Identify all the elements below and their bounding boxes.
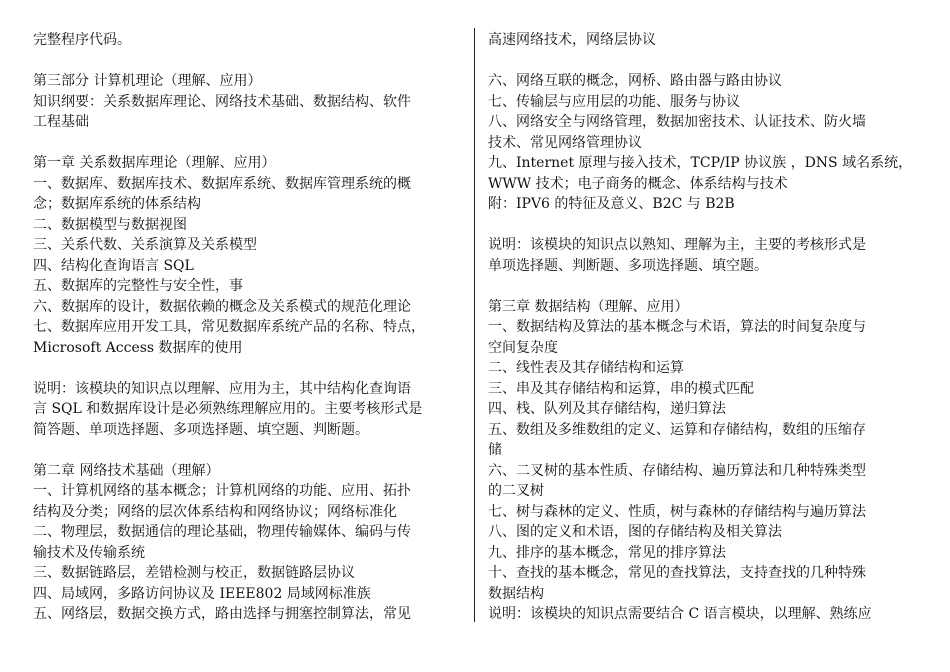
chapter3-item: 的二叉树 [488, 483, 544, 499]
spacer [488, 215, 918, 236]
chapter2-item: 四、局域网，多路访问协议及 IEEE802 局域网标准族 [33, 585, 371, 602]
chapter1-item: Microsoft Access 数据库的使用 [33, 339, 243, 356]
spacer [33, 440, 463, 461]
part3-heading: 第三部分 计算机理论（理解、应用） [33, 73, 262, 89]
spacer [33, 133, 463, 154]
chapter3-item: 一、数据结构及算法的基本概念与术语，算法的时间复杂度与 [488, 319, 866, 335]
chapter1-heading: 第一章 关系数据库理论（理解、应用） [33, 155, 276, 171]
chapter3-item: 六、二叉树的基本性质、存储结构、遍历算法和几种特殊类型 [488, 462, 866, 479]
chapter1-item: 二、数据模型与数据视图 [33, 216, 187, 233]
chapter2-appendix: 附：IPV6 的特征及意义、B2C 与 B2B [488, 196, 735, 212]
chapter1-item: 六、数据库的设计，数据依赖的概念及关系模式的规范化理论 [33, 298, 411, 315]
chapter2-heading: 第二章 网络技术基础（理解） [33, 462, 220, 479]
chapter2-item: 输技术及传输系统 [33, 544, 145, 561]
intro-tail-text: 完整程序代码。 [33, 32, 131, 48]
chapter1-note: 言 SQL 和数据库设计是必须熟练理解应用的。主要考核形式是 [33, 401, 423, 417]
chapter3-item: 三、串及其存储结构和运算，串的模式匹配 [488, 380, 754, 397]
chapter1-note: 简答题、单项选择题、多项选择题、填空题、判断题。 [33, 421, 369, 438]
chapter3-note: 说明：该模块的知识点需要结合 C 语言模块，以理解、熟练应 [488, 606, 872, 622]
chapter1-note: 说明：该模块的知识点以理解、应用为主，其中结构化查询语 [33, 380, 411, 397]
chapter3-item: 二、线性表及其存储结构和运算 [488, 360, 684, 376]
chapter2-item: 结构及分类；网络的层次体系结构和网络协议；网络标准化 [33, 503, 397, 520]
chapter2-item: 二、物理层，数据通信的理论基础，物理传输媒体、编码与传 [33, 524, 411, 540]
left-column [33, 30, 463, 625]
right-column [488, 30, 918, 625]
chapter1-item: 一、数据库、数据库技术、数据库系统、数据库管理系统的概 [33, 175, 411, 192]
spacer [33, 51, 463, 72]
chapter3-item: 十、查找的基本概念，常见的查找算法，支持查找的几种特殊 [488, 565, 866, 581]
chapter3-item: 七、树与森林的定义、性质，树与森林的存储结构与遍历算法 [488, 503, 866, 520]
chapter3-item: 空间复杂度 [488, 339, 558, 356]
chapter2-note: 单项选择题、判断题、多项选择题、填空题。 [488, 257, 768, 274]
chapter1-item: 五、数据库的完整性与安全性，事 [33, 278, 243, 294]
chapter2-note: 说明：该模块的知识点以熟知、理解为主，主要的考核形式是 [488, 237, 866, 253]
chapter2-item: 一、计算机网络的基本概念；计算机网络的功能、应用、拓扑 [33, 483, 411, 499]
chapter3-item: 五、数组及多维数组的定义、运算和存储结构，数组的压缩存 [488, 421, 866, 438]
chapter3-item: 八、图的定义和术语，图的存储结构及相关算法 [488, 524, 782, 540]
spacer [488, 276, 918, 297]
chapter2-item: 八、网络安全与网络管理，数据加密技术、认证技术、防火墙 [488, 114, 866, 130]
chapter2-item: 六、网络互联的概念，网桥、路由器与路由协议 [488, 73, 782, 89]
chapter3-item: 四、栈、队列及其存储结构，递归算法 [488, 401, 726, 417]
chapter2-item: 高速网络技术，网络层协议 [488, 32, 656, 48]
chapter3-item: 储 [488, 442, 502, 458]
chapter1-item: 三、关系代数、关系演算及关系模型 [33, 237, 257, 253]
chapter3-heading: 第三章 数据结构（理解、应用） [488, 298, 689, 315]
chapter3-item: 九、排序的基本概念，常见的排序算法 [488, 544, 726, 561]
spacer [488, 51, 918, 72]
outline-line: 知识纲要：关系数据库理论、网络技术基础、数据结构、软件 [33, 93, 411, 110]
chapter2-item: 三、数据链路层，差错检测与校正，数据链路层协议 [33, 565, 355, 581]
chapter1-item: 七、数据库应用开发工具，常见数据库系统产品的名称、特点， [33, 319, 425, 335]
chapter2-item: WWW 技术；电子商务的概念、体系结构与技术 [488, 175, 788, 192]
chapter2-item: 七、传输层与应用层的功能、服务与协议 [488, 93, 740, 110]
chapter2-item: 技术、常见网络管理协议 [488, 134, 642, 151]
chapter3-item: 数据结构 [488, 585, 544, 602]
chapter2-item: 五、网络层，数据交换方式，路由选择与拥塞控制算法，常见 [33, 606, 411, 622]
chapter1-item: 四、结构化查询语言 SQL [33, 257, 194, 274]
outline-line: 工程基础 [33, 114, 89, 130]
spacer [33, 358, 463, 379]
chapter2-item: 九、Internet 原理与接入技术，TCP/IP 协议族 ，DNS 域名系统， [488, 155, 913, 171]
column-divider [474, 28, 475, 622]
chapter1-item: 念；数据库系统的体系结构 [33, 196, 201, 212]
